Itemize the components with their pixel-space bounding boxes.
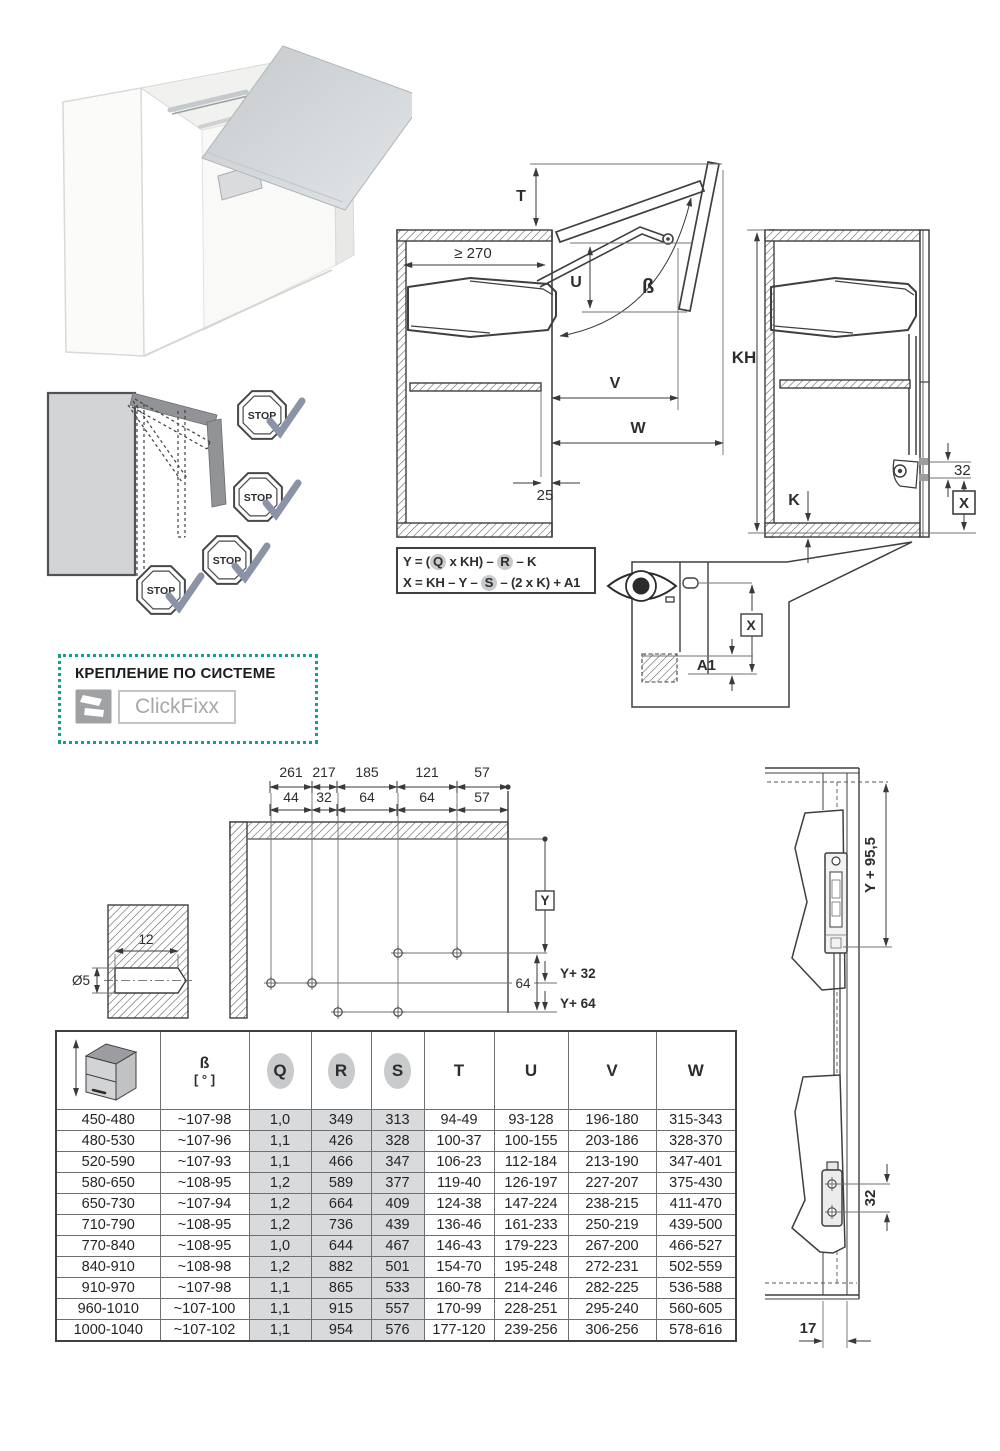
header-w: W: [656, 1031, 736, 1110]
table-cell: 267-200: [568, 1236, 656, 1257]
stop-label: STOP: [247, 410, 277, 422]
table-cell: 328: [371, 1131, 424, 1152]
formula-y: Y = ( Q x KH) – R – K: [403, 554, 537, 569]
shelf-section: [642, 654, 677, 682]
open-cabinet-diagram: [397, 162, 723, 537]
drill-hole: [391, 946, 405, 960]
stop-badge: [137, 566, 201, 614]
table-cell: ~107-100: [160, 1299, 249, 1320]
table-cell: 467: [371, 1236, 424, 1257]
table-cell: 557: [371, 1299, 424, 1320]
table-cell: 960-1010: [56, 1299, 160, 1320]
stop-badge: [238, 391, 302, 439]
lift-rail: [825, 853, 847, 953]
table-cell: 576: [371, 1320, 424, 1341]
section-diagrams: [395, 150, 1000, 728]
dim-x-detail: X: [746, 617, 756, 633]
table-cell: 100-155: [494, 1131, 568, 1152]
dim-y64: Y+ 64: [560, 996, 596, 1011]
table-cell: 306-256: [568, 1320, 656, 1341]
dim-64b: 64: [419, 789, 435, 805]
table-cell: 100-37: [424, 1131, 494, 1152]
table-cell: 650-730: [56, 1194, 160, 1215]
table-row: [56, 1152, 736, 1173]
formula-x: X = KH – Y – S – (2 x K) + A1: [403, 575, 581, 590]
table-row: [56, 1215, 736, 1236]
table-cell: 106-23: [424, 1152, 494, 1173]
dim-64-gap: 64: [515, 976, 531, 991]
header-v: V: [568, 1031, 656, 1110]
table-header-row: [56, 1031, 736, 1110]
table-cell: 94-49: [424, 1110, 494, 1131]
dim-depth-12: 12: [138, 932, 154, 947]
header-s: S: [371, 1031, 424, 1110]
table-cell: 1,0: [249, 1110, 311, 1131]
table-cell: 195-248: [494, 1257, 568, 1278]
table-cell: 272-231: [568, 1257, 656, 1278]
table-cell: 1,1: [249, 1152, 311, 1173]
header-u: U: [494, 1031, 568, 1110]
table-cell: 282-225: [568, 1278, 656, 1299]
dim-u: U: [570, 274, 582, 291]
table-cell: ~107-94: [160, 1194, 249, 1215]
table-cell: ~108-95: [160, 1173, 249, 1194]
table-cell: 426: [311, 1131, 371, 1152]
table-cell: 1,1: [249, 1131, 311, 1152]
drilling-pattern-diagram: [60, 765, 760, 1033]
table-cell: 480-530: [56, 1131, 160, 1152]
table-row: [56, 1110, 736, 1131]
dowel-pin: [683, 578, 698, 588]
stop-label: STOP: [212, 555, 242, 567]
mounting-system-block: [58, 654, 318, 744]
table-cell: 239-256: [494, 1320, 568, 1341]
table-row: [56, 1299, 736, 1320]
table-cell: 124-38: [424, 1194, 494, 1215]
dim-32: 32: [954, 462, 971, 479]
dim-44: 44: [283, 789, 299, 805]
table-cell: 882: [311, 1257, 371, 1278]
dim-diameter-5: Ø5: [71, 973, 90, 988]
table-cell: 1,2: [249, 1173, 311, 1194]
drill-hole: [450, 946, 464, 960]
table-row: [56, 1131, 736, 1152]
table-cell: 865: [311, 1278, 371, 1299]
dim-25: 25: [536, 487, 554, 504]
table-cell: 196-180: [568, 1110, 656, 1131]
table-cell: 377: [371, 1173, 424, 1194]
door-steep: [679, 162, 719, 311]
closed-door-slab: [920, 230, 929, 537]
header-t: T: [424, 1031, 494, 1110]
drill-hole: [305, 976, 319, 990]
drill-hole: [391, 1005, 405, 1019]
table-cell: 770-840: [56, 1236, 160, 1257]
table-cell: 450-480: [56, 1110, 160, 1131]
closed-cabinet-diagram: [732, 230, 976, 563]
cabinet-height-icon: [68, 1032, 148, 1104]
table-cell: 954: [311, 1320, 371, 1341]
table-cell: 93-128: [494, 1110, 568, 1131]
cabinet-left-door: [63, 88, 144, 356]
header-cabinet-height: [56, 1031, 160, 1110]
table-cell: 409: [371, 1194, 424, 1215]
table-cell: 161-233: [494, 1215, 568, 1236]
spec-table-body: [56, 1110, 736, 1341]
table-cell: ~107-96: [160, 1131, 249, 1152]
table-cell: 112-184: [494, 1152, 568, 1173]
table-cell: 644: [311, 1236, 371, 1257]
table-cell: 840-910: [56, 1257, 160, 1278]
door-stop-sequence-diagram: [40, 385, 340, 637]
header-r: R: [311, 1031, 371, 1110]
table-cell: 126-197: [494, 1173, 568, 1194]
q-highlight: Q: [430, 554, 446, 570]
table-row: [56, 1173, 736, 1194]
formula-box: [396, 547, 596, 594]
clickfixx-brand: ClickFixx: [118, 690, 236, 724]
table-cell: ~107-98: [160, 1110, 249, 1131]
table-cell: 915: [311, 1299, 371, 1320]
mounting-plate: [822, 1162, 842, 1226]
door-phantom-positions: [128, 399, 210, 584]
table-row: [56, 1194, 736, 1215]
rail-section-diagram: [755, 760, 1000, 1400]
table-cell: 349: [311, 1110, 371, 1131]
table-cell: 313: [371, 1110, 424, 1131]
spec-table: [55, 1030, 737, 1342]
table-cell: 146-43: [424, 1236, 494, 1257]
drill-hole: [264, 976, 278, 990]
table-cell: 1,2: [249, 1257, 311, 1278]
table-cell: 203-186: [568, 1131, 656, 1152]
table-cell: ~107-93: [160, 1152, 249, 1173]
dim-y32: Y+ 32: [560, 966, 596, 981]
dim-row-spacing: [270, 789, 508, 816]
table-row: [56, 1236, 736, 1257]
dim-depth-min: ≥ 270: [454, 245, 492, 262]
table-cell: 1,1: [249, 1320, 311, 1341]
table-cell: 710-790: [56, 1215, 160, 1236]
dim-261: 261: [279, 765, 303, 780]
table-cell: 315-343: [656, 1110, 736, 1131]
dim-v: V: [609, 375, 621, 392]
table-cell: 250-219: [568, 1215, 656, 1236]
dim-kh: KH: [731, 348, 757, 367]
table-cell: 589: [311, 1173, 371, 1194]
drill-depth-detail: [72, 905, 192, 1018]
table-cell: 1,0: [249, 1236, 311, 1257]
table-cell: 179-223: [494, 1236, 568, 1257]
table-cell: ~107-98: [160, 1278, 249, 1299]
table-cell: 1000-1040: [56, 1320, 160, 1341]
table-cell: 177-120: [424, 1320, 494, 1341]
bracket-pin: [919, 458, 928, 465]
dim-32-rail: 32: [862, 1189, 879, 1207]
table-cell: 736: [311, 1215, 371, 1236]
stop-label: STOP: [146, 585, 176, 597]
table-cell: 466: [311, 1152, 371, 1173]
table-cell: 160-78: [424, 1278, 494, 1299]
table-cell: 536-588: [656, 1278, 736, 1299]
bracket-pin: [919, 474, 928, 481]
table-cell: 578-616: [656, 1320, 736, 1341]
table-cell: 147-224: [494, 1194, 568, 1215]
table-cell: 1,1: [249, 1299, 311, 1320]
dim-17: 17: [799, 1320, 817, 1337]
dim-64a: 64: [359, 789, 375, 805]
table-cell: ~107-102: [160, 1320, 249, 1341]
table-cell: ~108-95: [160, 1236, 249, 1257]
table-cell: 439-500: [656, 1215, 736, 1236]
table-cell: 520-590: [56, 1152, 160, 1173]
table-cell: 1,2: [249, 1215, 311, 1236]
table-cell: 136-46: [424, 1215, 494, 1236]
table-cell: 295-240: [568, 1299, 656, 1320]
detail-callout: [608, 542, 912, 707]
hero-cabinet-illustration: [50, 30, 412, 360]
stop-label: STOP: [243, 492, 273, 504]
table-cell: ~108-98: [160, 1257, 249, 1278]
dim-t: T: [516, 188, 526, 205]
table-cell: 375-430: [656, 1173, 736, 1194]
dim-x: X: [958, 495, 970, 512]
dim-57: 57: [474, 765, 490, 780]
dim-y: Y: [540, 893, 550, 908]
dim-185: 185: [355, 765, 379, 780]
table-cell: 170-99: [424, 1299, 494, 1320]
table-cell: 439: [371, 1215, 424, 1236]
dim-217: 217: [312, 765, 336, 780]
cabinet-side-view: [48, 393, 135, 575]
table-cell: 227-207: [568, 1173, 656, 1194]
dim-a1: A1: [696, 657, 716, 674]
table-cell: 228-251: [494, 1299, 568, 1320]
table-cell: 502-559: [656, 1257, 736, 1278]
header-beta: ß [ ° ]: [160, 1031, 249, 1110]
table-cell: 154-70: [424, 1257, 494, 1278]
table-cell: 347-401: [656, 1152, 736, 1173]
dim-57b: 57: [474, 789, 490, 805]
r-highlight: R: [497, 554, 513, 570]
dim-121: 121: [415, 765, 439, 780]
table-cell: 119-40: [424, 1173, 494, 1194]
dim-beta: ß: [642, 276, 655, 298]
mounting-title: КРЕПЛЕНИЕ ПО СИСТЕМЕ: [75, 665, 276, 682]
stop-badge: [234, 473, 298, 521]
dim-y-95: Y + 95,5: [862, 836, 879, 894]
door-open-position: [130, 393, 217, 427]
table-cell: 1,2: [249, 1194, 311, 1215]
dim-w: W: [630, 420, 646, 437]
table-cell: 466-527: [656, 1236, 736, 1257]
stop-badge: [203, 536, 267, 584]
clickfixx-icon: [75, 689, 112, 724]
table-row: [56, 1278, 736, 1299]
table-cell: 411-470: [656, 1194, 736, 1215]
dim-k: K: [788, 492, 800, 509]
dim-32: 32: [316, 789, 332, 805]
table-cell: 533: [371, 1278, 424, 1299]
table-cell: 664: [311, 1194, 371, 1215]
table-cell: ~108-95: [160, 1215, 249, 1236]
header-q: Q: [249, 1031, 311, 1110]
table-cell: 213-190: [568, 1152, 656, 1173]
table-row: [56, 1257, 736, 1278]
drill-hole: [331, 1005, 345, 1019]
table-cell: 501: [371, 1257, 424, 1278]
table-cell: 580-650: [56, 1173, 160, 1194]
table-row: [56, 1320, 736, 1341]
table-cell: 910-970: [56, 1278, 160, 1299]
table-cell: 238-215: [568, 1194, 656, 1215]
table-cell: 1,1: [249, 1278, 311, 1299]
table-cell: 560-605: [656, 1299, 736, 1320]
door-mid-position: [207, 419, 226, 507]
s-highlight: S: [481, 575, 497, 591]
table-cell: 347: [371, 1152, 424, 1173]
table-cell: 214-246: [494, 1278, 568, 1299]
table-cell: 328-370: [656, 1131, 736, 1152]
